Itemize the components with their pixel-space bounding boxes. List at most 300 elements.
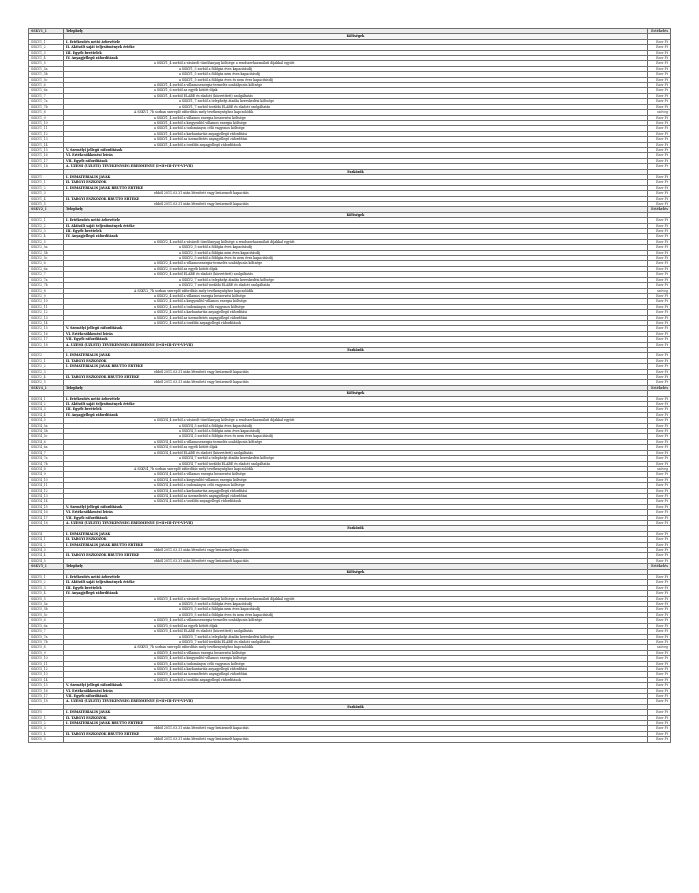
- row-label: a SSKV1_5 sorból a földgáz éves kapacitásdíj: [64, 66, 648, 71]
- row-unit: Ezer Ft: [648, 88, 671, 93]
- row-unit: Ezer Ft: [648, 445, 671, 450]
- row-code: SSKV5_5b: [29, 607, 64, 612]
- row-unit: Ezer Ft: [648, 164, 671, 169]
- row-unit: Ezer Ft: [648, 56, 671, 61]
- row-code: SSKV2_2: [29, 223, 64, 228]
- row-label: VI. Értékcsökkenési leírás: [64, 153, 648, 158]
- row-label: III. Egyéb bevételek: [64, 50, 648, 55]
- row-label: V. Személyi jellegű ráfordítások: [64, 147, 648, 152]
- row-code: SSKV1_15: [29, 147, 64, 152]
- section-title: Költségek: [64, 391, 648, 396]
- row-code: SSKV5: [29, 710, 64, 715]
- row-unit: Ezer Ft: [648, 650, 671, 655]
- row-code: SSKV4_6: [29, 439, 64, 444]
- section-title: Eszközök: [64, 169, 648, 174]
- row-label: A. ÜZEMI (ÜZLETI) TEVÉKENYSÉG EREDMÉNYE (I+II+III-IV-V-VI-VII): [64, 699, 648, 704]
- row-unit: Ezer Ft: [648, 607, 671, 612]
- row-label: VII. Egyéb ráfordítások: [64, 158, 648, 163]
- row-unit: Ezer Ft: [648, 585, 671, 590]
- row-unit: Ezer Ft: [648, 450, 671, 455]
- row-unit: Ezer Ft: [648, 158, 671, 163]
- row-label: II. TÁRGYI ESZKÖZÖK: [64, 180, 648, 185]
- row-code: SSKV4_5b: [29, 429, 64, 434]
- unit-header: Értékelés: [648, 385, 671, 390]
- row-unit: Ezer Ft: [648, 548, 671, 553]
- row-unit: Ezer Ft: [648, 439, 671, 444]
- row-unit: Ezer Ft: [648, 153, 671, 158]
- row-unit: Ezer Ft: [648, 245, 671, 250]
- row-unit: Ezer Ft: [648, 50, 671, 55]
- row-code: SSKV4_5c: [29, 434, 64, 439]
- section-title: Eszközök: [64, 347, 648, 352]
- row-unit: Ezer Ft: [648, 580, 671, 585]
- row-unit: Ezer Ft: [648, 104, 671, 109]
- row-label: a SSKV2_4 sorból a villamosenergia-termelés szabályozás költsége: [64, 261, 648, 266]
- row-unit: Ezer Ft: [648, 120, 671, 125]
- row-code: SSKV5_2: [29, 580, 64, 585]
- row-label: ebből 2011.03.31 után létesített vagy beüzemelt kapacitás: [64, 191, 648, 196]
- row-code: SSKV5_5c: [29, 612, 64, 617]
- row-unit: Ezer Ft: [648, 93, 671, 98]
- row-unit: Ezer Ft: [648, 412, 671, 417]
- row-unit: Ezer Ft: [648, 623, 671, 628]
- row-code: SSKV5_1: [29, 564, 64, 569]
- row-unit: Ezer Ft: [648, 45, 671, 50]
- row-code: SSKV1_3: [29, 50, 64, 55]
- row-unit: Ezer Ft: [648, 715, 671, 720]
- row-label: II. Aktivált saját teljesítmények értéke: [64, 45, 648, 50]
- row-unit: Ezer Ft: [648, 126, 671, 131]
- row-label: a SSKV5_4 sorból a villamosenergia-termelés szabályozás költsége: [64, 618, 648, 623]
- row-label: a SSKV5_4 sorból a kiegyenlítő villamos energia költsége: [64, 656, 648, 661]
- row-unit: Ezer Ft: [648, 531, 671, 536]
- row-unit: Ezer Ft: [648, 434, 671, 439]
- row-unit: Ezer Ft: [648, 639, 671, 644]
- row-label: a SSKV5_4 sorból ELÁBÉ és eladott (közvetített) szolgáltatás: [64, 629, 648, 634]
- row-unit: Ezer Ft: [648, 456, 671, 461]
- row-unit: Ezer Ft: [648, 493, 671, 498]
- row-label: a SSKV2_4 sorból a karbantartás anyagjellegű ráfordítási: [64, 310, 648, 315]
- row-unit: Ezer Ft: [648, 364, 671, 369]
- row-unit: Ezer Ft: [648, 553, 671, 558]
- row-code: SSKV1_5c: [29, 77, 64, 82]
- row-unit: Ezer Ft: [648, 239, 671, 244]
- row-code: SSKV5_6: [29, 618, 64, 623]
- row-code: SSKV5_16: [29, 688, 64, 693]
- row-code: SSKV5_14: [29, 677, 64, 682]
- row-code: SSKV5_5: [29, 737, 64, 742]
- row-label: III. Egyéb bevételek: [64, 229, 648, 234]
- row-label: a SSKV2_4 sorból a tudományos célú vagyonos költsége: [64, 304, 648, 309]
- section-title: Költségek: [64, 34, 648, 39]
- row-code: SSKV2_10: [29, 299, 64, 304]
- row-unit: Ezer Ft: [648, 612, 671, 617]
- row-code: SSKV5_17: [29, 693, 64, 698]
- row-unit: Ezer Ft: [648, 402, 671, 407]
- row-label: a SSKV5_7 sorból további ELÁBÉ és eladott szolgáltatás: [64, 639, 648, 644]
- row-code: SSKV1_7b: [29, 104, 64, 109]
- row-unit: Ezer Ft: [648, 218, 671, 223]
- row-unit: Ezer Ft: [648, 261, 671, 266]
- row-unit: Ezer Ft: [648, 266, 671, 271]
- row-label: I. IMMATERIÁLIS JAVAK: [64, 174, 648, 179]
- row-label: ebből 2011.03.31 után létesített vagy beüzemelt kapacitás: [64, 202, 648, 207]
- section-title: Eszközök: [64, 526, 648, 531]
- row-label: a SSKV1_4 sorból a villamosenergia-termelés szabályozás költsége: [64, 83, 648, 88]
- row-code: SSKV4_2: [29, 402, 64, 407]
- row-code: SSKV1_6: [29, 83, 64, 88]
- row-label: a SSKV4_7 sorból a telephelyi átadás kereskedési költsége: [64, 456, 648, 461]
- row-code: SSKV2_3: [29, 369, 64, 374]
- row-unit: Ezer Ft: [648, 429, 671, 434]
- row-unit: Ezer Ft: [648, 510, 671, 515]
- row-unit: Ezer Ft: [648, 174, 671, 179]
- row-label: a SSKV4_4 sorból a karbantartás anyagjellegű ráfordítási: [64, 488, 648, 493]
- row-label: II. Aktivált saját teljesítmények értéke: [64, 402, 648, 407]
- row-code: SSKV1_1: [29, 39, 64, 44]
- row-label: a SSKV5_7 sorból a telephelyi átadás kereskedési költsége: [64, 634, 648, 639]
- row-code: SSKV2_14: [29, 320, 64, 325]
- row-unit: Ezer Ft: [648, 488, 671, 493]
- row-unit: Ezer Ft: [648, 39, 671, 44]
- row-label: a SSKV2_6 sorból az egyéb kötött díjak: [64, 266, 648, 271]
- row-code: SSKV4_8: [29, 466, 64, 471]
- row-label: V. Személyi jellegű ráfordítások: [64, 326, 648, 331]
- row-unit: Ezer Ft: [648, 293, 671, 298]
- row-unit: Ezer Ft: [648, 353, 671, 358]
- row-code: SSKV2_7b: [29, 283, 64, 288]
- report-sheet: [28, 28, 671, 743]
- row-code: SSKV4_16: [29, 510, 64, 515]
- row-unit: Ezer Ft: [648, 191, 671, 196]
- row-code: SSKV2_1: [29, 218, 64, 223]
- row-label: a SSKV4_5 sorból a földgáz nem éves kapacitásdíj: [64, 429, 648, 434]
- row-unit: Ezer Ft: [648, 731, 671, 736]
- row-label: a SSKV2_7 sorból további ELÁBÉ és eladott szolgáltatás: [64, 283, 648, 288]
- row-label: a SSKV2_7 sorból a telephelyi átadás kereskedési költsége: [64, 277, 648, 282]
- row-code: SSKV4_9: [29, 472, 64, 477]
- row-code: SSKV2_5: [29, 239, 64, 244]
- row-unit: Ezer Ft: [648, 77, 671, 82]
- row-code: SSKV4_5: [29, 418, 64, 423]
- row-unit: Ezer Ft: [648, 515, 671, 520]
- site-label: Telephely: [64, 29, 648, 34]
- row-code: SSKV4_1: [29, 396, 64, 401]
- row-code: SSKV1_17: [29, 158, 64, 163]
- section-title: Költségek: [64, 569, 648, 574]
- row-unit: Ezer Ft: [648, 537, 671, 542]
- row-code: SSKV2_18: [29, 342, 64, 347]
- row-code: SSKV4_3: [29, 407, 64, 412]
- row-code: SSKV4_2: [29, 542, 64, 547]
- row-unit: Ezer Ft: [648, 223, 671, 228]
- unit-header: Értékelés: [648, 207, 671, 212]
- row-unit: Ezer Ft: [648, 304, 671, 309]
- row-code: SSKV2_17: [29, 337, 64, 342]
- row-code: SSKV5_10: [29, 656, 64, 661]
- row-label: II. Aktivált saját teljesítmények értéke: [64, 223, 648, 228]
- row-code: SSKV5_3: [29, 726, 64, 731]
- row-label: A SSKV2_7b sorban szereplő ráfordítás mely tevékenységhez kapcsolódik: [64, 288, 648, 293]
- row-code: SSKV2_5: [29, 380, 64, 385]
- row-label: a SSKV2_5 sorból a földgáz éves és nem éves kapacitásdíj: [64, 256, 648, 261]
- row-code: SSKV5_5: [29, 596, 64, 601]
- row-code: SSKV4_18: [29, 520, 64, 525]
- row-label: a SSKV4_4 sorból a villamosenergia-termelés szabályozás költsége: [64, 439, 648, 444]
- row-unit: Ezer Ft: [648, 737, 671, 742]
- row-label: ebből 2011.03.31 után létesített vagy beüzemelt kapacitás: [64, 369, 648, 374]
- row-unit: Ezer Ft: [648, 558, 671, 563]
- row-code: SSKV4_3: [29, 548, 64, 553]
- row-code: SSKV1_2: [29, 45, 64, 50]
- row-code: SSKV5_1: [29, 575, 64, 580]
- row-unit: Ezer Ft: [648, 629, 671, 634]
- row-label: II. TÁRGYI ESZKÖZÖK: [64, 537, 648, 542]
- row-unit: Ezer Ft: [648, 202, 671, 207]
- site-label: Telephely: [64, 564, 648, 569]
- row-unit: Ezer Ft: [648, 656, 671, 661]
- row-unit: Ezer Ft: [648, 310, 671, 315]
- row-unit: szöveg: [648, 288, 671, 293]
- row-label: A. ÜZEMI (ÜZLETI) TEVÉKENYSÉG EREDMÉNYE (I+II+III-IV-V-VI-VII): [64, 342, 648, 347]
- row-label: I. IMMATERIÁLIS JAVAK BRUTTÓ ÉRTÉKE: [64, 542, 648, 547]
- row-code: SSKV4_12: [29, 488, 64, 493]
- row-unit: Ezer Ft: [648, 661, 671, 666]
- table-row: [29, 737, 671, 742]
- row-label: a SSKV1_5 sorból a földgáz éves és nem éves kapacitásdíj: [64, 77, 648, 82]
- row-unit: Ezer Ft: [648, 575, 671, 580]
- row-label: a SSKV1_5 sorból a földgáz nem éves kapacitásdíj: [64, 72, 648, 77]
- row-code: SSKV5_2: [29, 721, 64, 726]
- row-label: III. Egyéb bevételek: [64, 585, 648, 590]
- row-unit: Ezer Ft: [648, 477, 671, 482]
- row-label: A SSKV4_7b sorban szereplő ráfordítás mely tevékenységhez kapcsolódik: [64, 466, 648, 471]
- row-unit: Ezer Ft: [648, 358, 671, 363]
- row-label: a SSKV4_6 sorból az egyéb kötött díjak: [64, 445, 648, 450]
- row-code: SSKV2_5b: [29, 250, 64, 255]
- row-label: IV. Anyagjellegű ráfordítások: [64, 591, 648, 596]
- row-code: SSKV1_12: [29, 131, 64, 136]
- row-unit: Ezer Ft: [648, 542, 671, 547]
- row-code: SSKV4_7b: [29, 461, 64, 466]
- row-code: SSKV2_5a: [29, 245, 64, 250]
- row-unit: Ezer Ft: [648, 326, 671, 331]
- row-code: SSKV1: [29, 174, 64, 179]
- row-label: A SSKV5_7b sorban szereplő ráfordítás mely tevékenységhez kapcsolódik: [64, 645, 648, 650]
- row-code: SSKV1_13: [29, 137, 64, 142]
- row-label: a SSKV1_4 sorból a további anyagjellegű ráfordítások: [64, 142, 648, 147]
- row-label: II. TÁRGYI ESZKÖZÖK BRUTTÓ ÉRTÉKE: [64, 196, 648, 201]
- row-label: II. TÁRGYI ESZKÖZÖK BRUTTÓ ÉRTÉKE: [64, 375, 648, 380]
- row-unit: Ezer Ft: [648, 721, 671, 726]
- row-label: VI. Értékcsökkenési leírás: [64, 331, 648, 336]
- row-label: I. Értékesítés nettó árbevétele: [64, 39, 648, 44]
- row-code: SSKV4_5a: [29, 423, 64, 428]
- row-label: a SSKV1_4 sorból a kiegyenlítő villamos energia költsége: [64, 120, 648, 125]
- row-unit: Ezer Ft: [648, 299, 671, 304]
- row-code: SSKV4_1: [29, 537, 64, 542]
- row-label: a SSKV4_4 sorból a további anyagjellegű ráfordítások: [64, 499, 648, 504]
- row-unit: Ezer Ft: [648, 331, 671, 336]
- row-code: SSKV2_13: [29, 315, 64, 320]
- row-code: SSKV5_8: [29, 645, 64, 650]
- row-label: VII. Egyéb ráfordítások: [64, 693, 648, 698]
- row-label: a SSKV1_7 sorból a telephelyi átadás kereskedési költsége: [64, 99, 648, 104]
- row-code: SSKV4_13: [29, 493, 64, 498]
- row-label: a SSKV2_4 sorból ELÁBÉ és eladott (közvetített) szolgáltatás: [64, 272, 648, 277]
- row-label: a SSKV5_5 sorból a földgáz éves és nem éves kapacitásdíj: [64, 612, 648, 617]
- row-unit: Ezer Ft: [648, 147, 671, 152]
- row-unit: Ezer Ft: [648, 499, 671, 504]
- row-label: a SSKV4_4 sorból ELÁBÉ és eladott (közvetített) szolgáltatás: [64, 450, 648, 455]
- row-label: I. IMMATERIÁLIS JAVAK: [64, 710, 648, 715]
- row-unit: Ezer Ft: [648, 320, 671, 325]
- row-code: SSKV1_18: [29, 164, 64, 169]
- report-table: [28, 28, 671, 743]
- row-unit: Ezer Ft: [648, 634, 671, 639]
- row-code: SSKV2_11: [29, 304, 64, 309]
- row-code: SSKV1_6a: [29, 88, 64, 93]
- row-code: SSKV1_4: [29, 196, 64, 201]
- row-code: SSKV2_16: [29, 331, 64, 336]
- row-unit: Ezer Ft: [648, 483, 671, 488]
- row-label: A. ÜZEMI (ÜZLETI) TEVÉKENYSÉG EREDMÉNYE (I+II+III-IV-V-VI-VII): [64, 520, 648, 525]
- row-code: SSKV1_4: [29, 56, 64, 61]
- row-unit: Ezer Ft: [648, 375, 671, 380]
- row-code: SSKV5_12: [29, 666, 64, 671]
- unit-header: Értékelés: [648, 564, 671, 569]
- row-label: VII. Egyéb ráfordítások: [64, 515, 648, 520]
- row-code: SSKV4_5: [29, 558, 64, 563]
- row-code: SSKV4_11: [29, 483, 64, 488]
- row-code: SSKV4_4: [29, 553, 64, 558]
- row-unit: Ezer Ft: [648, 369, 671, 374]
- row-label: a SSKV1_4 sorból a tudományos célú vagyonos költsége: [64, 126, 648, 131]
- row-label: a SSKV5_5 sorból a földgáz nem éves kapacitásdíj: [64, 607, 648, 612]
- row-label: A SSKV1_7b sorban szereplő ráfordítás mely tevékenységhez kapcsolódik: [64, 110, 648, 115]
- row-code: SSKV1_9: [29, 115, 64, 120]
- row-code: SSKV2_6: [29, 261, 64, 266]
- row-label: ebből 2011.03.31 után létesített vagy beüzemelt kapacitás: [64, 548, 648, 553]
- row-label: ebből 2011.03.31 után létesített vagy beüzemelt kapacitás: [64, 558, 648, 563]
- row-label: VI. Értékcsökkenési leírás: [64, 510, 648, 515]
- row-unit: Ezer Ft: [648, 688, 671, 693]
- row-label: I. Értékesítés nettó árbevétele: [64, 575, 648, 580]
- row-label: II. TÁRGYI ESZKÖZÖK: [64, 715, 648, 720]
- row-code: SSKV2_6a: [29, 266, 64, 271]
- row-code: SSKV2: [29, 353, 64, 358]
- row-unit: Ezer Ft: [648, 666, 671, 671]
- row-code: SSKV1_5: [29, 61, 64, 66]
- row-label: II. TÁRGYI ESZKÖZÖK BRUTTÓ ÉRTÉKE: [64, 553, 648, 558]
- row-unit: Ezer Ft: [648, 272, 671, 277]
- row-label: a SSKV5_5 sorból a földgáz éves kapacitásdíj: [64, 602, 648, 607]
- row-unit: Ezer Ft: [648, 423, 671, 428]
- row-code: SSKV5_18: [29, 699, 64, 704]
- row-code: SSKV4_6a: [29, 445, 64, 450]
- row-unit: Ezer Ft: [648, 342, 671, 347]
- row-unit: Ezer Ft: [648, 520, 671, 525]
- row-label: a SSKV2_4 sorból az üzemeltetés anyagjellegű ráfordítási: [64, 315, 648, 320]
- row-label: IV. Anyagjellegű ráfordítások: [64, 412, 648, 417]
- row-label: a SSKV1_4 sorból a villamos energia beszerzési költsége: [64, 115, 648, 120]
- row-code: SSKV1_5b: [29, 72, 64, 77]
- row-unit: Ezer Ft: [648, 131, 671, 136]
- row-label: I. Értékesítés nettó árbevétele: [64, 396, 648, 401]
- row-label: a SSKV5_4 sorból a további anyagjellegű ráfordítások: [64, 677, 648, 682]
- row-code: SSKV2_8: [29, 288, 64, 293]
- row-label: II. TÁRGYI ESZKÖZÖK BRUTTÓ ÉRTÉKE: [64, 731, 648, 736]
- row-label: III. Egyéb bevételek: [64, 407, 648, 412]
- row-label: a SSKV2_4 sorból a vásárolt tüzelőanyag költsége a rendszerhasználati díjakkal együtt: [64, 239, 648, 244]
- row-unit: Ezer Ft: [648, 83, 671, 88]
- row-code: SSKV5_7b: [29, 639, 64, 644]
- row-label: a SSKV5_4 sorból a karbantartás anyagjellegű ráfordítási: [64, 666, 648, 671]
- row-unit: Ezer Ft: [648, 591, 671, 596]
- row-label: a SSKV4_5 sorból a földgáz éves kapacitásdíj: [64, 423, 648, 428]
- row-code: SSKV4_7a: [29, 456, 64, 461]
- row-code: SSKV4: [29, 531, 64, 536]
- row-label: VII. Egyéb ráfordítások: [64, 337, 648, 342]
- row-label: ebből 2011.03.31 után létesített vagy beüzemelt kapacitás: [64, 380, 648, 385]
- row-label: a SSKV5_6 sorból az egyéb kötött díjak: [64, 623, 648, 628]
- row-label: a SSKV1_6 sorból az egyéb kötött díjak: [64, 88, 648, 93]
- row-code: SSKV1_3: [29, 191, 64, 196]
- row-label: IV. Anyagjellegű ráfordítások: [64, 56, 648, 61]
- row-code: SSKV4_7: [29, 450, 64, 455]
- row-label: I. IMMATERIÁLIS JAVAK BRUTTÓ ÉRTÉKE: [64, 721, 648, 726]
- row-unit: Ezer Ft: [648, 699, 671, 704]
- row-unit: Ezer Ft: [648, 66, 671, 71]
- row-code: SSKV5_4: [29, 731, 64, 736]
- row-label: a SSKV1_4 sorból a karbantartás anyagjellegű ráfordítási: [64, 131, 648, 136]
- row-code: SSKV2_7a: [29, 277, 64, 282]
- row-unit: Ezer Ft: [648, 596, 671, 601]
- row-code: SSKV5_1: [29, 715, 64, 720]
- row-label: II. Aktivált saját teljesítmények értéke: [64, 580, 648, 585]
- row-label: ebből 2011.03.31 után létesített vagy beüzemelt kapacitás: [64, 737, 648, 742]
- row-code: SSKV1_5a: [29, 66, 64, 71]
- row-code: SSKV1_11: [29, 126, 64, 131]
- row-unit: Ezer Ft: [648, 672, 671, 677]
- row-label: a SSKV1_4 sorból ELÁBÉ és eladott (közvetített) szolgáltatás: [64, 93, 648, 98]
- row-code: SSKV2_4: [29, 234, 64, 239]
- row-label: a SSKV4_5 sorból a földgáz éves és nem éves kapacitásdíj: [64, 434, 648, 439]
- row-label: I. Értékesítés nettó árbevétele: [64, 218, 648, 223]
- row-label: a SSKV1_7 sorból további ELÁBÉ és eladott szolgáltatás: [64, 104, 648, 109]
- row-label: a SSKV5_4 sorból a tudományos célú vagyonos költsége: [64, 661, 648, 666]
- row-unit: Ezer Ft: [648, 315, 671, 320]
- row-unit: Ezer Ft: [648, 99, 671, 104]
- row-code: SSKV4_15: [29, 504, 64, 509]
- row-code: SSKV1_10: [29, 120, 64, 125]
- row-unit: Ezer Ft: [648, 602, 671, 607]
- row-label: a SSKV1_4 sorból az üzemeltetés anyagjellegű ráfordítási: [64, 137, 648, 142]
- row-unit: Ezer Ft: [648, 472, 671, 477]
- row-code: SSKV1_7: [29, 93, 64, 98]
- row-label: VI. Értékcsökkenési leírás: [64, 688, 648, 693]
- row-unit: Ezer Ft: [648, 250, 671, 255]
- row-label: I. IMMATERIÁLIS JAVAK: [64, 531, 648, 536]
- row-code: SSKV2_3: [29, 229, 64, 234]
- row-label: a SSKV4_4 sorból a vásárolt tüzelőanyag költsége a rendszerhasználati díjakkal együtt: [64, 418, 648, 423]
- row-unit: Ezer Ft: [648, 61, 671, 66]
- row-code: SSKV1_1: [29, 29, 64, 34]
- row-code: SSKV5_5a: [29, 602, 64, 607]
- row-code: SSKV5_11: [29, 661, 64, 666]
- row-unit: Ezer Ft: [648, 380, 671, 385]
- row-label: ebből 2011.03.31 után létesített vagy beüzemelt kapacitás: [64, 726, 648, 731]
